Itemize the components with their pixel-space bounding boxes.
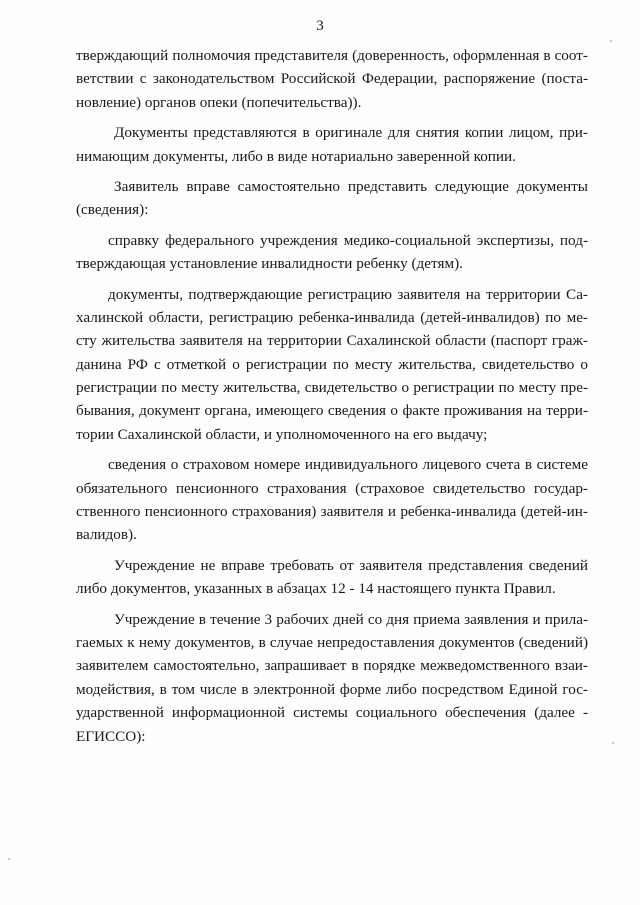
text-line: тверждающая установление инвалидности ребенку (детям).	[76, 255, 463, 273]
text-line: заявителем самостоятельно, запрашивает в порядке межведомственного взаи-	[76, 657, 588, 675]
text-line: (сведения):	[76, 201, 149, 219]
page-number: 3	[316, 18, 324, 34]
text-line: бывания, документ органа, имеющего сведения о факте проживания на терри-	[76, 402, 588, 420]
text-line: тверждающий полномочия представителя (доверенность, оформленная в соот-	[76, 47, 588, 64]
text-line: халинской области, регистрацию ребенка-инвалида (детей-инвалидов) по ме-	[76, 308, 588, 326]
paragraph-applicant-right	[76, 175, 588, 222]
paragraph-documents-original	[76, 121, 588, 168]
text-line: гаемых к нему документов, в случае непредоставления документов (сведений)	[76, 633, 588, 651]
text-line: ственного пенсионного страхования) заявителя и ребенка-инвалида (детей-ин-	[76, 503, 588, 521]
text-line: Заявитель вправе самостоятельно представить следующие документы	[114, 177, 588, 195]
text-line: тории Сахалинской области, и уполномоченного на его выдачу;	[76, 425, 488, 443]
text-line: сту жительства заявителя на территории Сахалинской области (паспорт граж-	[76, 332, 588, 350]
paragraph-registration-documents	[76, 283, 588, 447]
text-line: нимающим документы, либо в виде нотариально заверенной копии.	[76, 147, 516, 165]
paragraph-interagency-request	[76, 608, 588, 748]
scan-speck	[612, 742, 614, 744]
text-line: регистрации по месту жительства, свидетельство о регистрации по месту пре-	[76, 379, 588, 397]
text-line: справку федерального учреждения медико-социальной экспертизы, под-	[108, 231, 588, 249]
text-line: валидов).	[76, 526, 137, 544]
paragraph-institution-not-entitled	[76, 554, 588, 601]
paragraph-insurance-number	[76, 453, 588, 547]
document-body	[76, 44, 588, 755]
text-line: ЕГИССО):	[76, 727, 146, 745]
text-line: документы, подтверждающие регистрацию заявителя на территории Са-	[108, 285, 588, 303]
scan-speck	[610, 40, 612, 42]
text-line: Документы представляются в оригинале для снятия копии лицом, при-	[114, 124, 588, 142]
text-line: сведения о страховом номере индивидуального лицевого счета в системе	[108, 456, 588, 474]
text-line: ударственной информационной системы социального обеспечения (далее -	[76, 704, 588, 722]
paragraph-representative-authority	[76, 44, 588, 114]
text-line: данина РФ с отметкой о регистрации по месту жительства, свидетельство о	[76, 355, 588, 373]
text-line: новление) органов опеки (попечительства)).	[76, 93, 362, 111]
paragraph-mse-certificate	[76, 229, 588, 276]
scan-speck	[8, 858, 10, 860]
text-line: обязательного пенсионного страхования (страховое свидетельство государ-	[76, 479, 588, 497]
text-line: модействия, в том числе в электронной форме либо посредством Единой гос-	[76, 680, 588, 698]
text-line: либо документов, указанных в абзацах 12 - 14 настоящего пункта Правил.	[76, 580, 556, 598]
text-line: ветствии с законодательством Российской Федерации, распоряжение (поста-	[76, 70, 588, 88]
text-line: Учреждение в течение 3 рабочих дней со дня приема заявления и прила-	[114, 610, 588, 628]
text-line: Учреждение не вправе требовать от заявителя представления сведений	[114, 556, 588, 574]
